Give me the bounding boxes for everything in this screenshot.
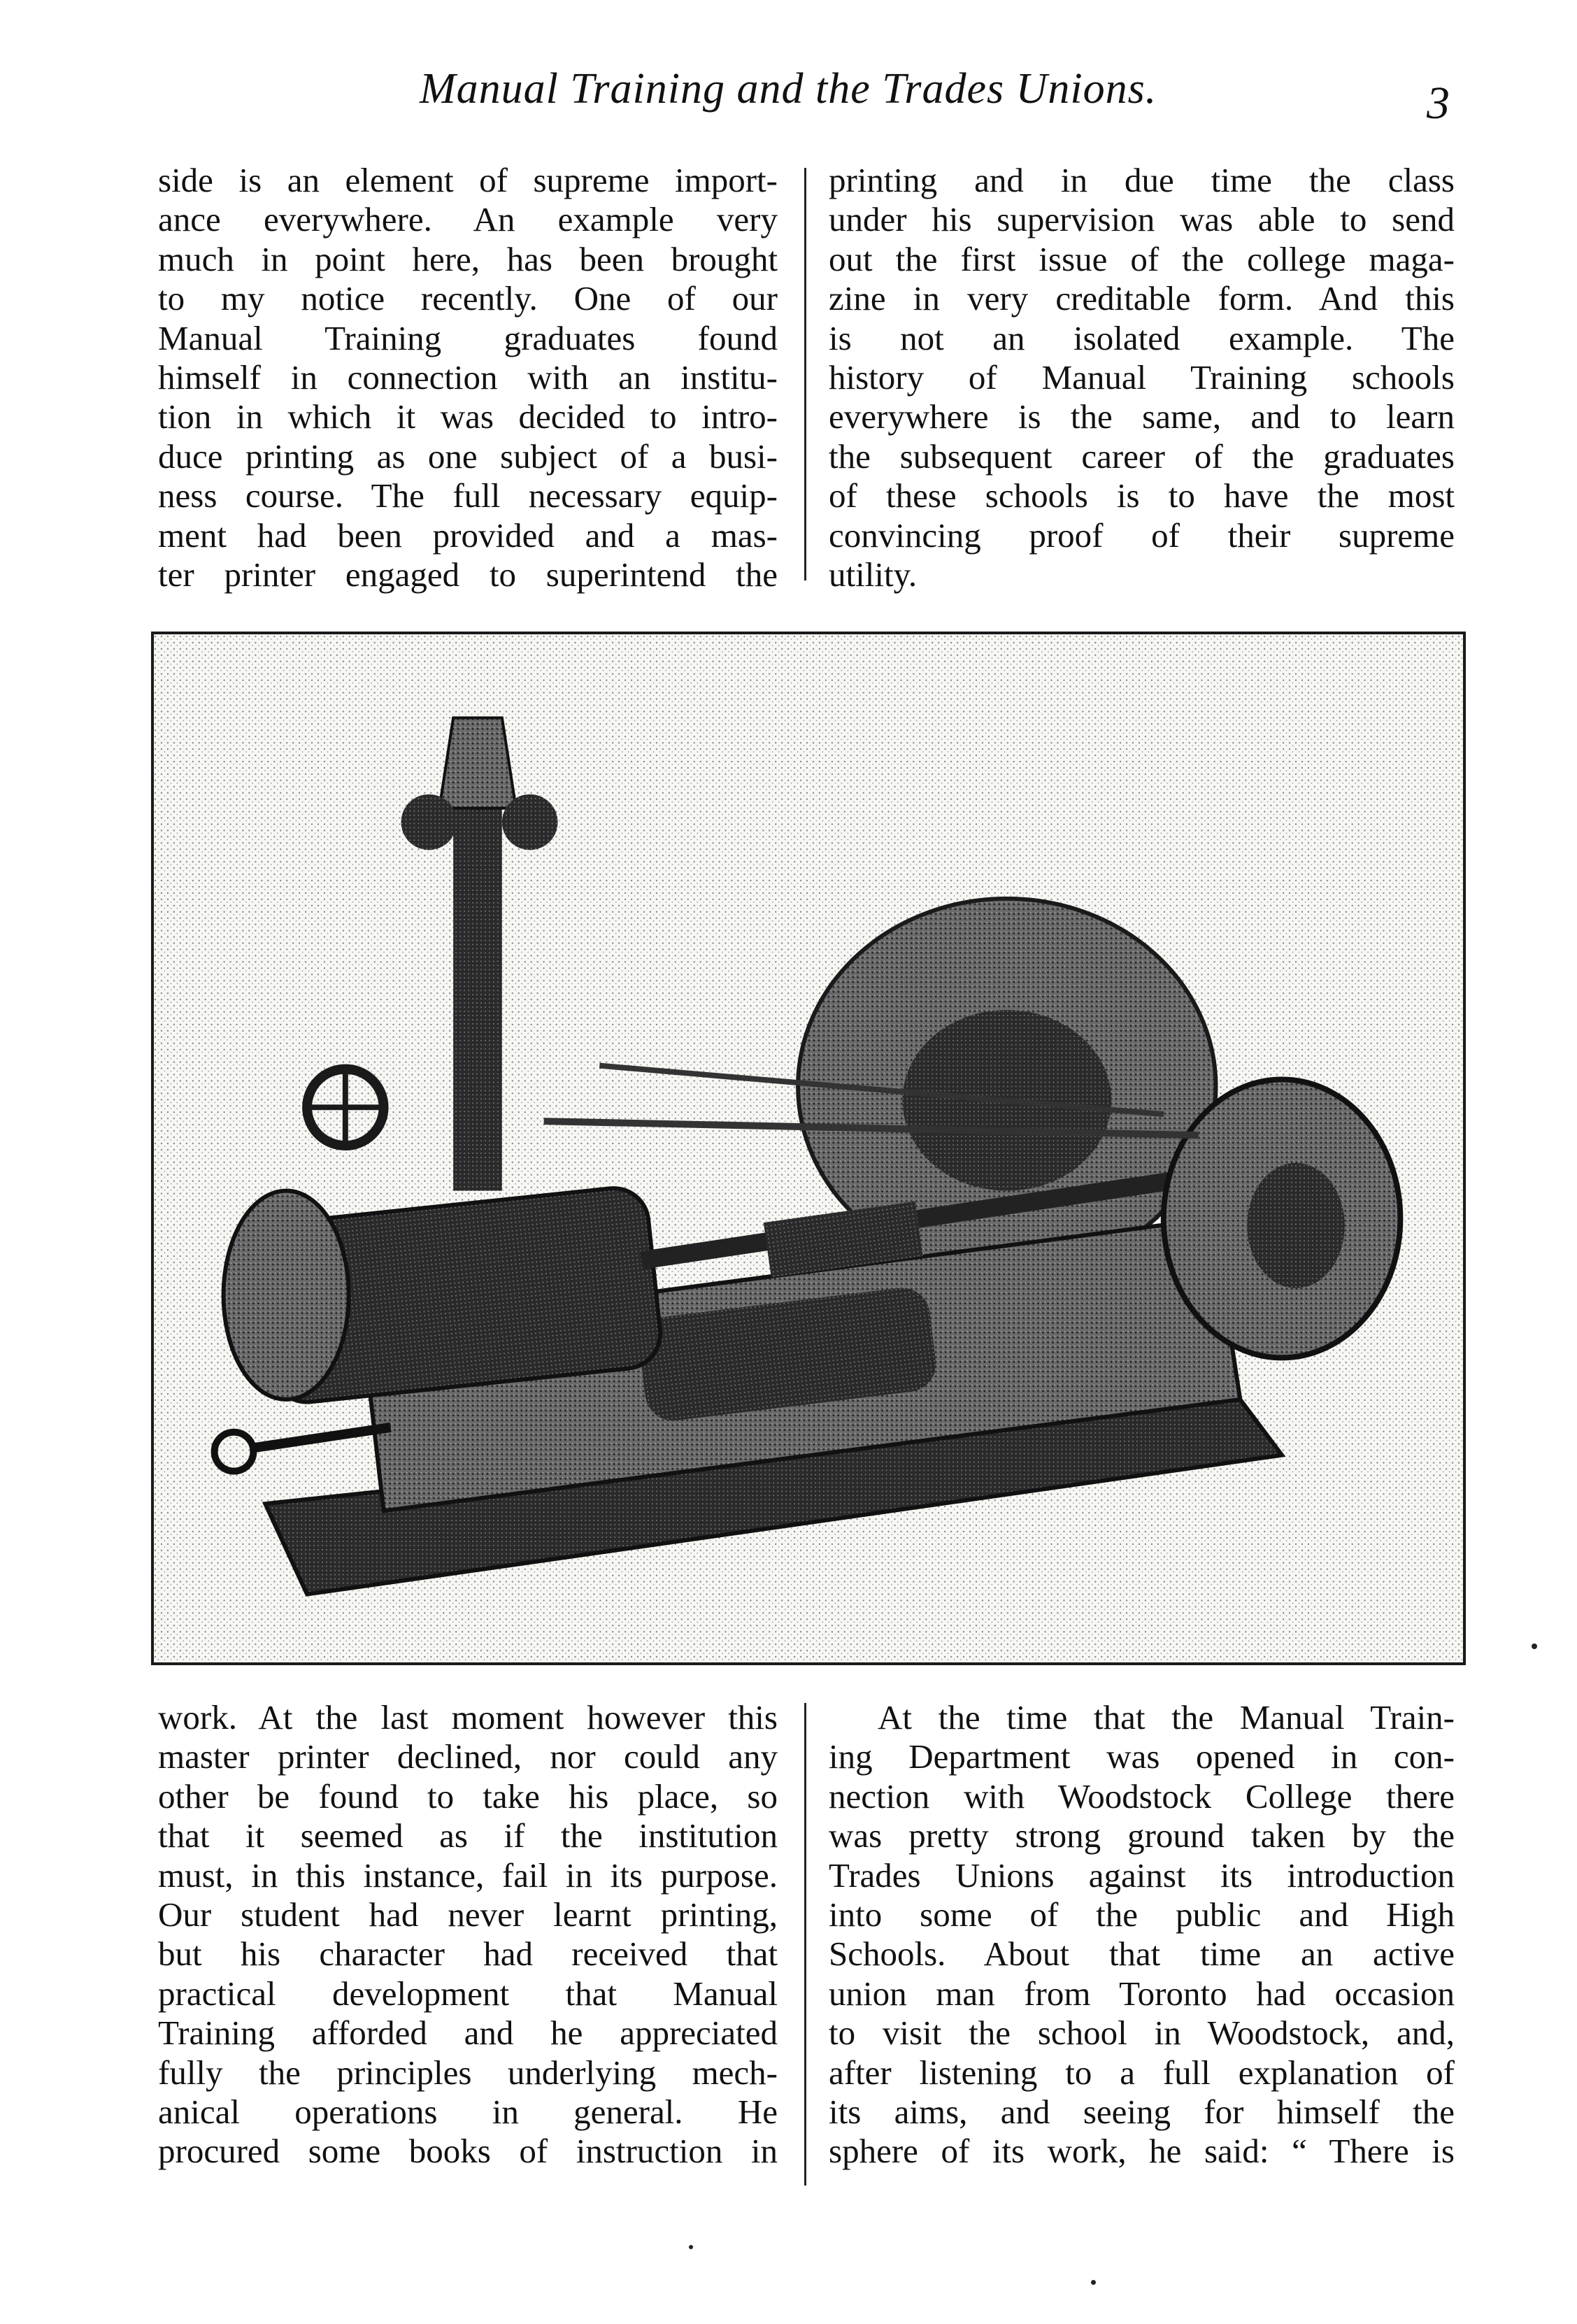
text-line: Training afforded and he appreciated xyxy=(158,2013,778,2053)
text-line: the subsequent career of the graduates xyxy=(829,436,1455,476)
text-line: ing Department was opened in con- xyxy=(829,1737,1455,1776)
text-line: under his supervision was able to send xyxy=(829,200,1455,239)
page-number: 3 xyxy=(1427,78,1450,129)
text-line: ance everywhere. An example very xyxy=(158,200,778,239)
text-line: much in point here, has been brought xyxy=(158,239,778,278)
text-line: ness course. The full necessary equip- xyxy=(158,476,778,515)
text-line: into some of the public and High xyxy=(829,1895,1455,1934)
text-line: ter printer engaged to superintend the xyxy=(158,555,778,594)
text-line: its aims, and seeing for himself the xyxy=(829,2093,1455,2132)
scan-speck xyxy=(689,2245,693,2249)
text-line: Manual Training graduates found xyxy=(158,318,778,357)
scan-speck xyxy=(1091,2280,1096,2285)
top-right-column xyxy=(829,161,1455,594)
cylinder-head xyxy=(224,1191,349,1399)
pulley-hub xyxy=(1247,1163,1344,1288)
text-line: Trades Unions against its introduction xyxy=(829,1855,1455,1895)
text-line: Our student had never learnt printing, xyxy=(158,1895,778,1934)
text-line: nection with Woodstock College there xyxy=(829,1776,1455,1816)
governor-ball-left xyxy=(401,794,457,850)
text-line: was pretty strong ground taken by the xyxy=(829,1816,1455,1855)
text-line: must, in this instance, fail in its purpose. xyxy=(158,1855,778,1895)
text-line: sphere of its work, he said: “ There is xyxy=(829,2132,1455,2171)
text-line: history of Manual Training schools xyxy=(829,358,1455,397)
text-line: master printer declined, nor could any xyxy=(158,1737,778,1776)
text-line: printing and in due time the class xyxy=(829,161,1455,199)
bottom-left-column xyxy=(158,1698,778,2172)
text-line: utility. xyxy=(829,555,918,594)
text-line: that it seemed as if the institution xyxy=(158,1816,778,1855)
text-line: work. At the last moment however this xyxy=(158,1698,778,1737)
text-line: procured some books of instruction in xyxy=(158,2132,778,2171)
text-line: practical development that Manual xyxy=(158,1974,778,2013)
text-line: but his character had received that xyxy=(158,1934,778,1974)
text-line: anical operations in general. He xyxy=(158,2093,778,2132)
governor-top xyxy=(439,718,516,808)
top-left-column xyxy=(158,161,778,594)
text-line: tion in which it was decided to intro- xyxy=(158,397,778,436)
text-line: zine in very creditable form. And this xyxy=(829,279,1455,318)
text-line: ment had been provided and a mas- xyxy=(158,515,778,555)
text-line: duce printing as one subject of a busi- xyxy=(158,436,778,476)
text-line: other be found to take his place, so xyxy=(158,1776,778,1816)
column-rule-bottom xyxy=(804,1703,806,2186)
text-line: union man from Toronto had occasion xyxy=(829,1974,1455,2013)
text-line: convincing proof of their supreme xyxy=(829,515,1455,555)
text-line: after listening to a full explanation of xyxy=(829,2053,1455,2092)
running-head: Manual Training and the Trades Unions. xyxy=(420,65,1157,113)
scan-speck xyxy=(1532,1644,1537,1649)
text-line: Schools. About that time an active xyxy=(829,1934,1455,1974)
bottom-right-column xyxy=(829,1698,1455,2172)
text-line: to my notice recently. One of our xyxy=(158,279,778,318)
text-line: of these schools is to have the most xyxy=(829,476,1455,515)
text-line: everywhere is the same, and to learn xyxy=(829,397,1455,436)
text-line: to visit the school in Woodstock, and, xyxy=(829,2013,1455,2053)
text-line: side is an element of supreme import- xyxy=(158,161,778,199)
governor-ball-right xyxy=(502,794,558,850)
figure-steam-engine xyxy=(151,632,1466,1665)
steam-engine-illustration xyxy=(154,634,1463,1662)
text-line: fully the principles underlying mech- xyxy=(158,2053,778,2092)
text-line: himself in connection with an institu- xyxy=(158,358,778,397)
column-rule-top xyxy=(804,168,806,580)
text-line: out the first issue of the college maga- xyxy=(829,239,1455,278)
text-line: is not an isolated example. The xyxy=(829,318,1455,357)
text-line: At the time that the Manual Train- xyxy=(878,1698,1455,1737)
governor-column xyxy=(453,801,502,1191)
